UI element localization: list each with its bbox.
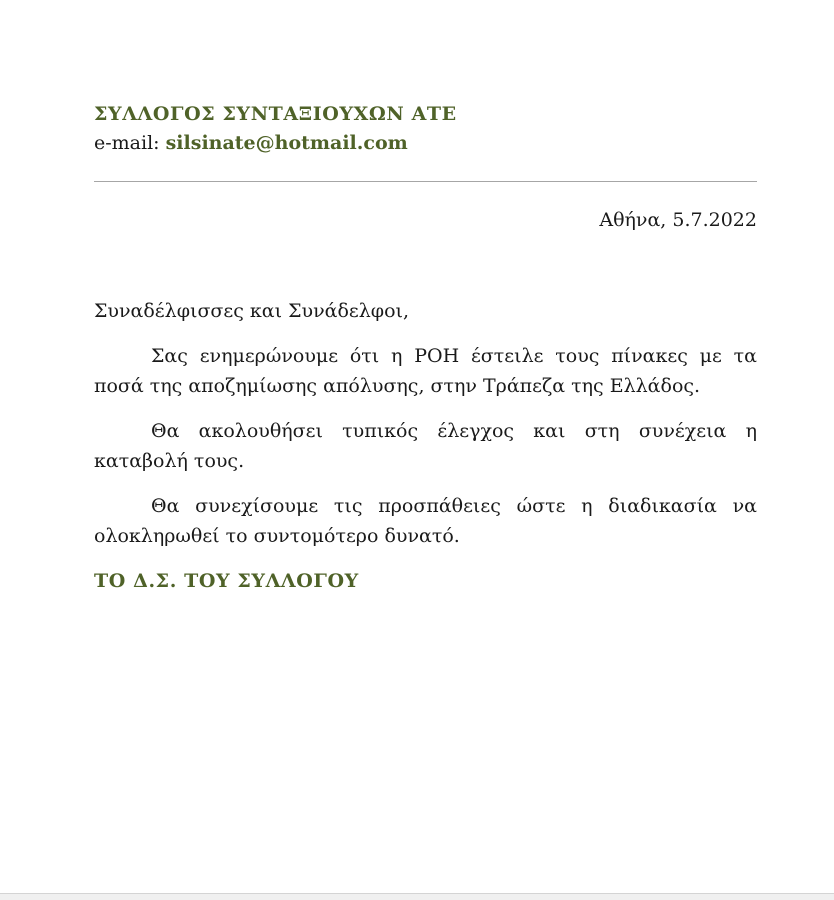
organization-name: ΣΥΛΛΟΓΟΣ ΣΥΝΤΑΞΙΟΥΧΩΝ ΑΤΕ <box>94 103 457 125</box>
letter-body <box>94 100 757 596</box>
paragraph-1: Σας ενημερώνουμε ότι η ΡΟΗ έστειλε τους πίνακες με τα ποσά της αποζημίωσης απόλυσης, στην Τράπεζα της Ελλάδος. <box>94 345 757 397</box>
paragraph-2: Θα ακολουθήσει τυπικός έλεγχος και στη συνέχεια η καταβολή τους. <box>94 420 757 472</box>
email-line <box>94 128 757 158</box>
email-address: silsinate@hotmail.com <box>165 132 408 154</box>
signature: ΤΟ Δ.Σ. ΤΟΥ ΣΥΛΛΟΓΟΥ <box>94 570 359 592</box>
header-divider <box>94 181 757 182</box>
email-label: e-mail: <box>94 132 166 154</box>
paragraph-3: Θα συνεχίσουμε τις προσπάθειες ώστε η διαδικασία να ολοκληρωθεί το συντομότερο δυνατό. <box>94 495 757 547</box>
letter-greeting: Συναδέλφισσες και Συνάδελφοι, <box>94 300 410 322</box>
letter-date: Αθήνα, 5.7.2022 <box>599 209 757 231</box>
page-bottom-edge <box>0 893 834 900</box>
